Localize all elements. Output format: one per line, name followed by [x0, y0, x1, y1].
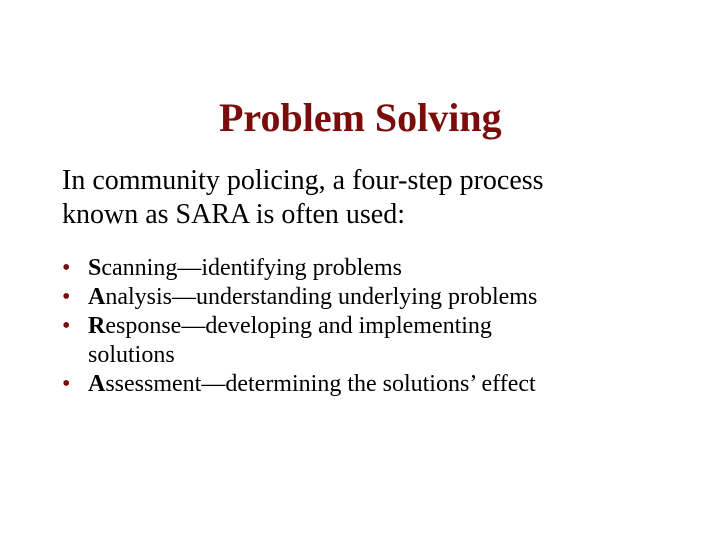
step-initial: A [88, 284, 106, 310]
bullet-icon: • [62, 284, 71, 310]
bullet-icon: • [62, 371, 71, 397]
intro-line-2: known as SARA is often used: [62, 199, 405, 230]
list-item-analysis [62, 283, 702, 312]
slide-title: Problem Solving [219, 95, 502, 140]
step-description: nalysis—understanding underlying problems [105, 284, 538, 310]
step-description-continuation: solutions [88, 342, 175, 368]
list-item-text [88, 254, 702, 283]
step-initial: S [88, 255, 102, 281]
list-item-scanning [62, 254, 702, 283]
step-description: ssessment—determining the solutions’ effect [105, 371, 536, 397]
list-item-assessment [62, 370, 702, 399]
step-initial: A [88, 371, 106, 397]
list-item-text [88, 370, 702, 399]
intro-paragraph [62, 164, 682, 232]
list-item-text [88, 312, 702, 341]
list-item-response [62, 312, 702, 370]
list-item-text [88, 283, 702, 312]
step-initial: R [88, 313, 106, 339]
sara-steps-list [62, 254, 702, 399]
step-description: esponse—developing and implementing [105, 313, 492, 339]
intro-line-1: In community policing, a four-step process [62, 165, 544, 196]
bullet-icon: • [62, 313, 71, 339]
bullet-icon: • [62, 255, 71, 281]
step-description: canning—identifying problems [101, 255, 402, 281]
